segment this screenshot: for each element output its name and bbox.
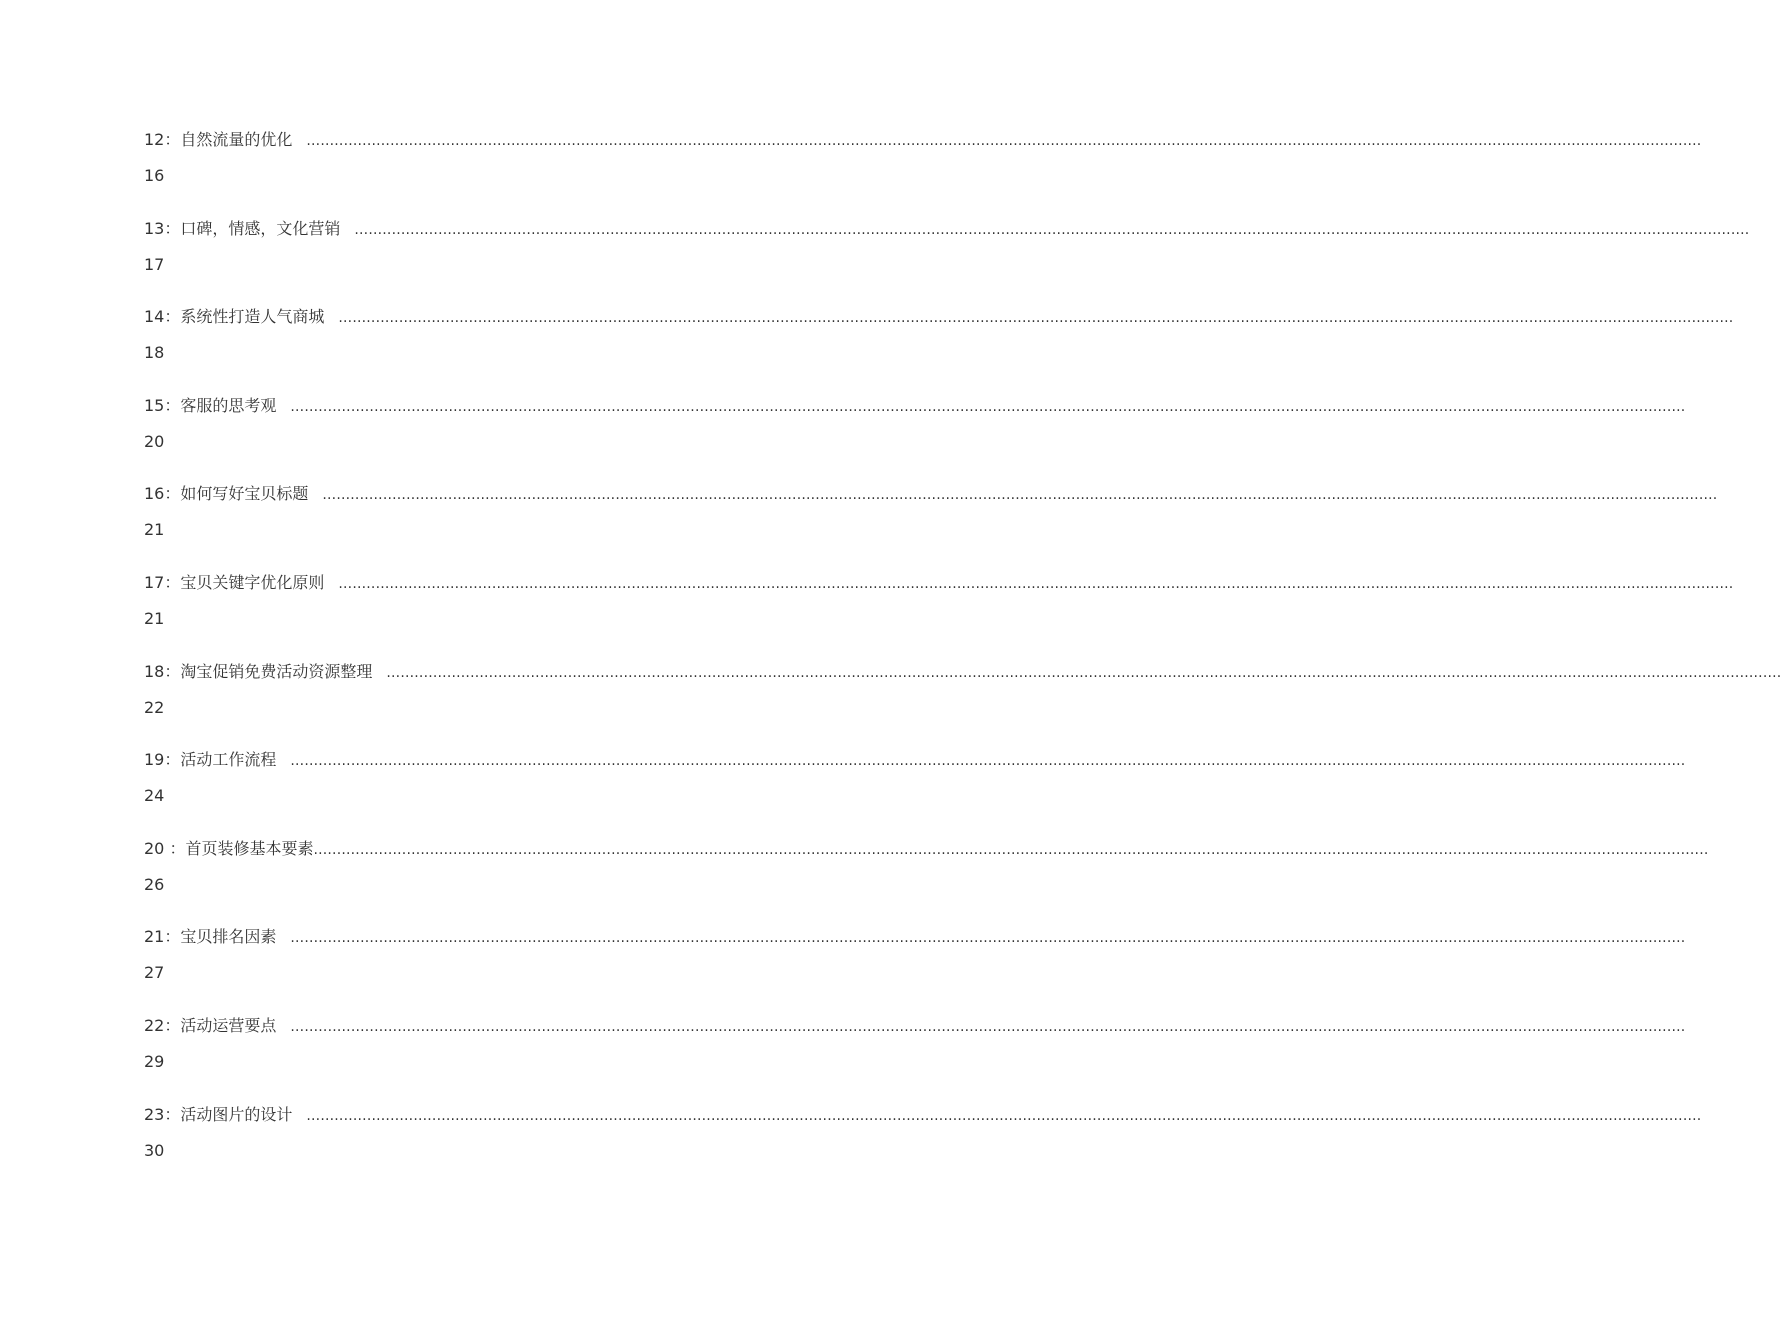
toc-entry[interactable]: [144, 482, 1718, 571]
toc-entry[interactable]: [144, 305, 1734, 394]
dot-leader: ............................................................................................................................................................................................................................................................................................................: [338, 310, 1734, 327]
toc-entry-title: 16：如何写好宝贝标题: [144, 484, 309, 504]
toc-entry-title: 22：活动运营要点: [144, 1015, 277, 1035]
toc-entry-page: 24: [144, 786, 165, 806]
toc-entry-page: 17: [144, 254, 165, 274]
toc-entry[interactable]: [144, 571, 1734, 660]
dot-leader: ............................................................................................................................................................................................................................................................................................................: [313, 841, 1709, 858]
dot-leader: ............................................................................................................................................................................................................................................................................................................: [306, 1107, 1702, 1124]
dot-leader: ............................................................................................................................................................................................................................................................................................................: [322, 487, 1718, 504]
toc-entry-page: 26: [144, 874, 165, 894]
toc-entry[interactable]: [144, 1014, 1686, 1103]
toc-entry[interactable]: [144, 394, 1686, 483]
toc-entry-title: 18：淘宝促销免费活动资源整理: [144, 661, 373, 681]
toc-entry-page: 29: [144, 1051, 165, 1071]
dot-leader: ............................................................................................................................................................................................................................................................................................................: [290, 930, 1686, 947]
dot-leader: ............................................................................................................................................................................................................................................................................................................: [338, 575, 1734, 592]
toc-entry-title: 19：活动工作流程: [144, 750, 277, 770]
toc-entry-page: 20: [144, 431, 165, 451]
toc-entry-page: 21: [144, 520, 165, 540]
toc-entry-title: 14：系统性打造人气商城: [144, 307, 325, 327]
toc-entry-title: 20 ：首页装修基本要素: [144, 838, 314, 858]
dot-leader: ............................................................................................................................................................................................................................................................................................................: [306, 133, 1702, 149]
toc-entry-page: 22: [144, 697, 165, 717]
toc-entry[interactable]: [144, 217, 1750, 306]
toc-entry-title: 12：自然流量的优化: [144, 130, 293, 149]
toc-entry-title: 23：活动图片的设计: [144, 1104, 293, 1124]
toc-entry-title: 15：客服的思考观: [144, 395, 277, 415]
toc-entry[interactable]: [144, 1103, 1702, 1192]
toc-entry[interactable]: [144, 837, 1709, 926]
toc-entry[interactable]: [144, 660, 1781, 749]
table-of-contents: [144, 128, 1781, 1191]
toc-entry-title: 13：口碑，情感，文化营销: [144, 218, 341, 238]
toc-entry-title: 21：宝贝排名因素: [144, 927, 277, 947]
dot-leader: ............................................................................................................................................................................................................................................................................................................: [290, 1018, 1686, 1035]
toc-entry[interactable]: [144, 128, 1702, 217]
toc-entry[interactable]: [144, 748, 1686, 837]
dot-leader: ............................................................................................................................................................................................................................................................................................................: [290, 398, 1686, 415]
dot-leader: ............................................................................................................................................................................................................................................................................................................: [290, 753, 1686, 770]
toc-entry-page: 30: [144, 1140, 165, 1160]
toc-entry-page: 27: [144, 963, 165, 983]
toc-entry[interactable]: [144, 925, 1686, 1014]
dot-leader: ............................................................................................................................................................................................................................................................................................................: [354, 221, 1750, 238]
toc-entry-page: 21: [144, 608, 165, 628]
dot-leader: ............................................................................................................................................................................................................................................................................................................: [386, 664, 1781, 681]
toc-entry-title: 17：宝贝关键字优化原则: [144, 572, 325, 592]
toc-entry-page: 16: [144, 166, 165, 185]
toc-entry-page: 18: [144, 343, 165, 363]
